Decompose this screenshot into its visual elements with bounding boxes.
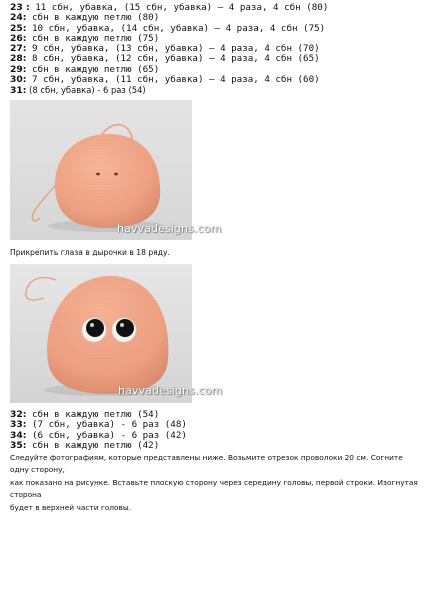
row-text: 8 сбн, убавка, (12 сбн, убавка) – 4 раза, 4 сбн (65) (26, 53, 320, 65)
crochet-head-illustration (10, 100, 192, 240)
row-number: 30: (10, 74, 27, 86)
row-text: (8 сбн, убавка) - 6 раз (54) (26, 85, 146, 96)
row-text: сбн в каждую петлю (80) (26, 12, 160, 24)
row-text: сбн в каждую петлю (42) (26, 439, 160, 451)
crochet-head-eyes-illustration (10, 264, 192, 403)
row-number: 25: (10, 22, 27, 34)
attach-eyes-caption: Прикрепить глаза в дырочки в 18 ряду. (10, 248, 170, 257)
eye-right (112, 318, 136, 342)
row-text: сбн в каждую петлю (75) (26, 32, 160, 44)
photo-crochet-head-with-wire (10, 100, 222, 240)
row-text: (6 сбн, убавка) - 6 раз (42) (26, 429, 187, 441)
instruction-line: Следуйте фотографиям, которые представлены ниже. Возьмите отрезок проволоки 20 см. Согните одну сторону, (10, 453, 403, 475)
wire-instructions-paragraph (10, 452, 420, 514)
row-text: 10 сбн, убавка, (14 сбн, убавка) – 4 раза, 4 сбн (75) (26, 22, 326, 34)
instruction-line: как показано на рисунке. Вставьте плоскую сторону через середину головы, первой строки. Изогнутая сторона (10, 477, 418, 500)
row-number: 35: (10, 439, 27, 451)
row-number: 33: (10, 419, 27, 431)
row-text: 9 сбн, убавка, (13 сбн, убавка) – 4 раза, 4 сбн (70) (26, 43, 320, 55)
photo-watermark: havvadesigns.com (117, 222, 222, 235)
pattern-row-30 (10, 75, 328, 85)
row-text: (7 сбн, убавка) - 6 раз (48) (26, 419, 187, 431)
eye-hole-left (96, 173, 100, 176)
row-number: 31: (10, 85, 27, 97)
row-number: 32: (10, 409, 27, 420)
row-number: 27: (10, 43, 27, 55)
row-number: 26: (10, 32, 27, 44)
pattern-rows-top (10, 3, 328, 96)
row-number: 23 : (10, 2, 30, 13)
pattern-row-31 (10, 85, 328, 95)
row-number: 34: (10, 429, 27, 441)
row-text: 11 сбн, убавка, (15 сбн, убавка) – 4 раза, 4 сбн (80) (29, 2, 329, 13)
eye-hole-right (114, 173, 118, 176)
photo-watermark: havvadesigns.com (118, 384, 223, 397)
row-number: 28: (10, 53, 27, 65)
eye-left (82, 318, 106, 342)
row-text: сбн в каждую петлю (54) (26, 409, 160, 420)
row-number: 24: (10, 12, 27, 24)
row-text: сбн в каждую петлю (65) (26, 63, 160, 75)
row-number: 29: (10, 63, 27, 75)
pattern-rows-bottom (10, 410, 187, 451)
pattern-row-35 (10, 441, 187, 451)
row-text: 7 сбн, убавка, (11 сбн, убавка) – 4 раза, 4 сбн (60) (26, 74, 320, 86)
photo-crochet-head-with-eyes (10, 264, 223, 403)
instruction-line: будет в верхней части головы. (10, 502, 132, 512)
yarn-tail (26, 278, 56, 300)
